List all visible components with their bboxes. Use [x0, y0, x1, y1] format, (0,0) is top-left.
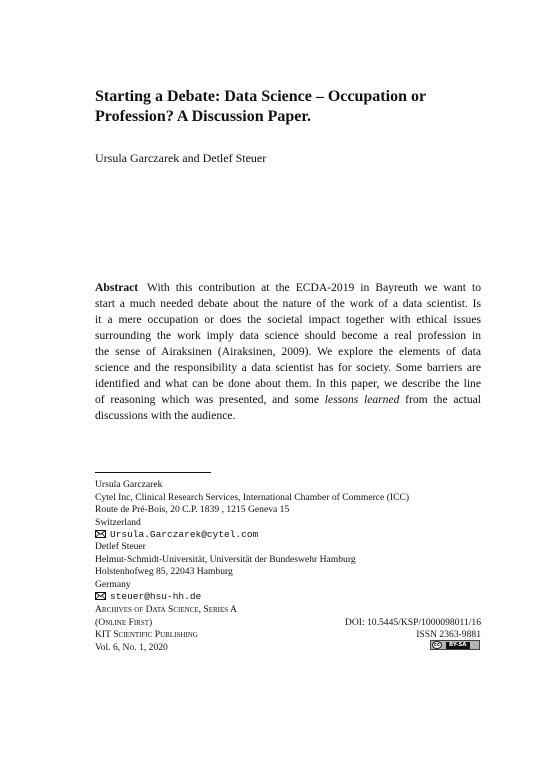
affiliation-org: Helmut-Schmidt-Universität, Universität der Bundeswehr Hamburg — [95, 553, 356, 565]
email-link-garczarek[interactable]: Ursula.Garczarek@cytel.com — [110, 529, 259, 540]
abstract-line: start a much needed debate about the nature of the work of a data scientist. Is — [95, 297, 481, 310]
affiliation-address: Route de Pré-Bois, 20 C.P. 1839 , 1215 Geneva 15 — [95, 504, 290, 515]
footer-row — [95, 629, 481, 642]
affiliation-name: Ursula Garczarek — [95, 479, 163, 490]
affiliation-garczarek — [95, 479, 485, 542]
affiliation-country: Switzerland — [95, 516, 141, 528]
affiliation-address: Holstenhofweg 85, 22043 Hamburg — [95, 566, 233, 577]
envelope-icon — [95, 530, 106, 538]
emphasis-lessons-learned: lessons learned — [324, 393, 400, 406]
doi: DOI: 10.5445/KSP/1000098011/16 — [344, 616, 481, 628]
abstract — [95, 280, 481, 424]
abstract-line: surrounding the work imply data science should become a real profession in — [95, 329, 481, 342]
affiliation-email-row — [95, 591, 485, 604]
abstract-line: the sense of Airaksinen (Airaksinen, 2009). We explore the elements of data — [95, 345, 481, 358]
footnote-rule — [95, 472, 211, 473]
abstract-line: identified and what can be done about them. In this paper, we describe the line — [95, 377, 481, 390]
affiliation-steuer — [95, 541, 485, 604]
abstract-line: discussions with the audience. — [95, 409, 236, 422]
abstract-line: science and the responsibility a data scientist has for society. Some barriers are — [95, 361, 481, 374]
creative-commons-icon: cc — [432, 641, 442, 649]
publisher: KIT Scientific Publishing — [95, 629, 198, 640]
volume-info: Vol. 6, No. 1, 2020 — [95, 641, 168, 653]
affiliation-email-row — [95, 529, 485, 542]
license-label: BY-SA — [446, 642, 470, 649]
footer-row — [95, 617, 481, 630]
abstract-line: it a mere occupation or does the societal impact together with ethical issues — [95, 313, 481, 326]
footer-row — [95, 642, 481, 655]
journal-edition: (Online First) — [95, 616, 153, 628]
affiliation-country: Germany — [95, 578, 131, 590]
envelope-icon — [95, 592, 106, 600]
journal-name: Archives of Data Science, Series A — [95, 604, 237, 615]
affiliation-org: Cytel Inc, Clinical Research Services, International Chamber of Commerce (ICC) — [95, 491, 410, 503]
paper-title — [95, 87, 455, 127]
email-link-steuer[interactable]: steuer@hsu-hh.de — [110, 591, 202, 602]
abstract-line: Abstract With this contribution at the ECDA-2019 in Bayreuth we want to — [95, 281, 481, 294]
title-line-1: Starting a Debate: Data Science – Occupation or — [95, 88, 427, 105]
author-list: Ursula Garczarek and Detlef Steuer — [95, 151, 267, 165]
abstract-label: Abstract — [95, 281, 139, 294]
abstract-line: of reasoning which was presented, and some lessons learned from the actual — [95, 393, 481, 406]
journal-footer — [95, 604, 481, 654]
issn: ISSN 2363-9881 — [416, 629, 481, 640]
cc-by-sa-license-badge — [430, 640, 480, 650]
affiliation-name: Detlef Steuer — [95, 541, 146, 552]
footer-row — [95, 604, 481, 617]
title-line-2: Profession? A Discussion Paper. — [95, 108, 312, 125]
